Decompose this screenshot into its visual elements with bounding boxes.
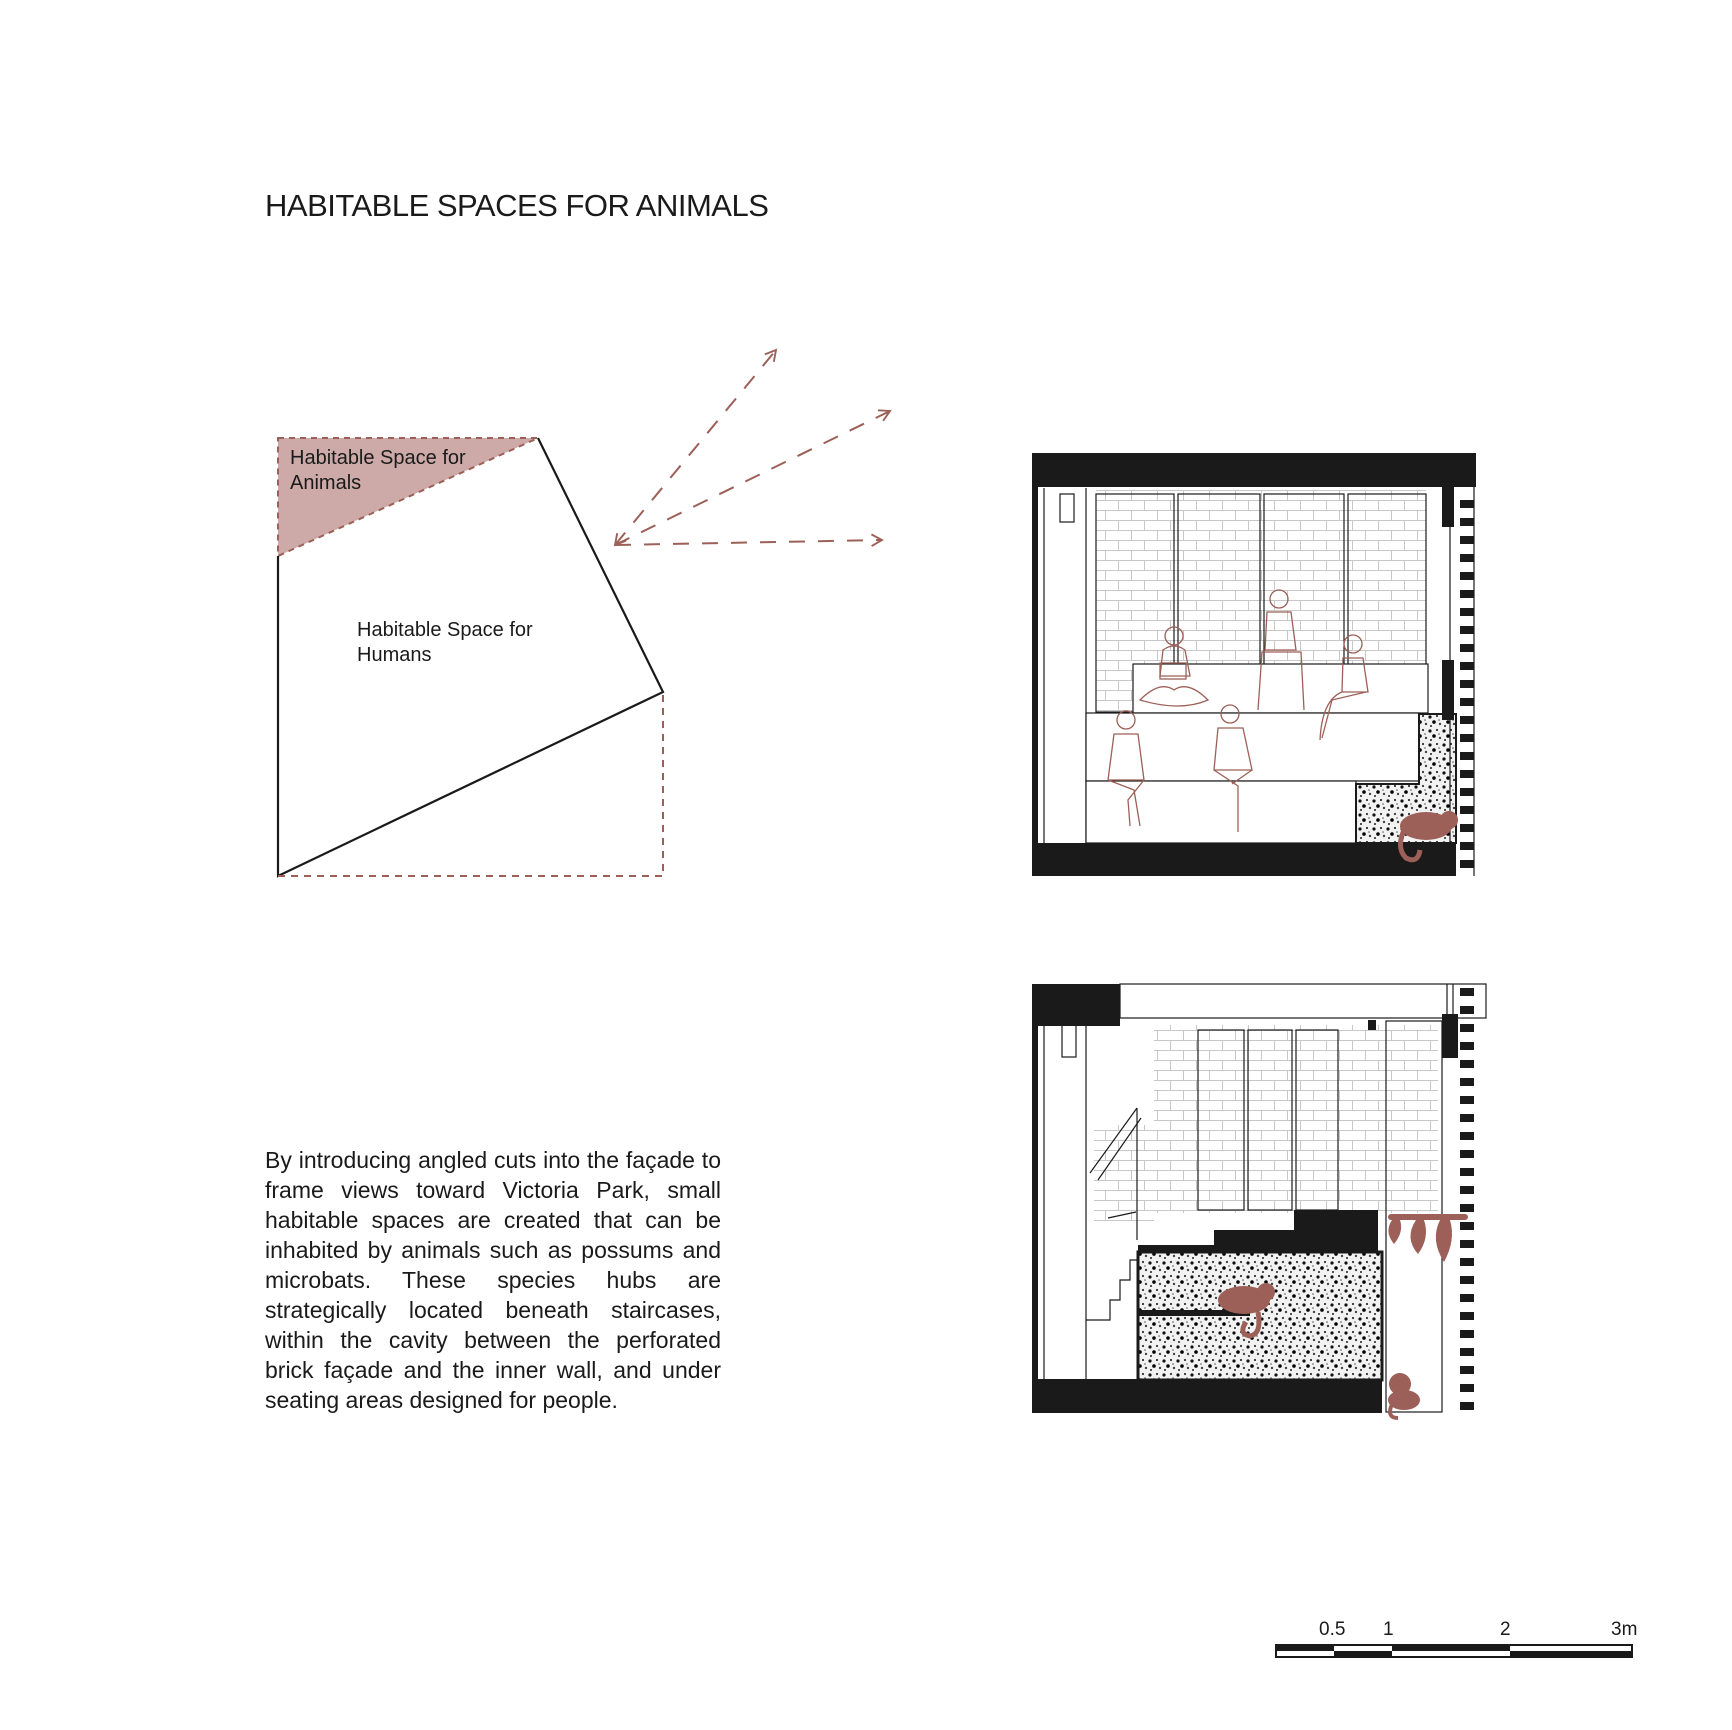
section-seating: [1032, 453, 1476, 876]
scale-label: 3m: [1611, 1619, 1638, 1640]
view-arrow-low: [615, 540, 882, 545]
scale-label: 1: [1383, 1619, 1394, 1640]
scale-label: 0.5: [1319, 1619, 1346, 1640]
animal-space-label-line2: Animals: [290, 472, 362, 494]
description-text: By introducing angled cuts into the façade to frame views toward Victoria Park, small habitable spaces are created that can be inhabited by animals such as possums and microbats. These species hubs are strategically located beneath staircases, within the cavity between the perforated brick façade and the inner wall, and under seating areas designed for people.: [265, 1147, 721, 1413]
floor-slab-2: [1032, 1379, 1382, 1413]
roof-slab-2: [1032, 984, 1120, 1026]
human-space-label-line1: Habitable Space for: [357, 619, 533, 641]
microbat-icon: [1388, 1214, 1468, 1262]
section-staircase: [1032, 984, 1486, 1418]
page-title: HABITABLE SPACES FOR ANIMALS: [265, 188, 769, 223]
view-arrow-up: [615, 350, 776, 545]
possum-icon: [1388, 1373, 1420, 1418]
floor-slab: [1032, 843, 1456, 876]
human-space-label-line2: Humans: [357, 644, 432, 666]
scale-bar: [1276, 1619, 1637, 1657]
view-arrow-mid: [615, 411, 890, 545]
plan-diagram: [278, 350, 890, 876]
animal-space-label-line1: Habitable Space for: [290, 447, 466, 469]
roof-slab: [1032, 453, 1476, 487]
scale-label: 2: [1500, 1619, 1511, 1640]
